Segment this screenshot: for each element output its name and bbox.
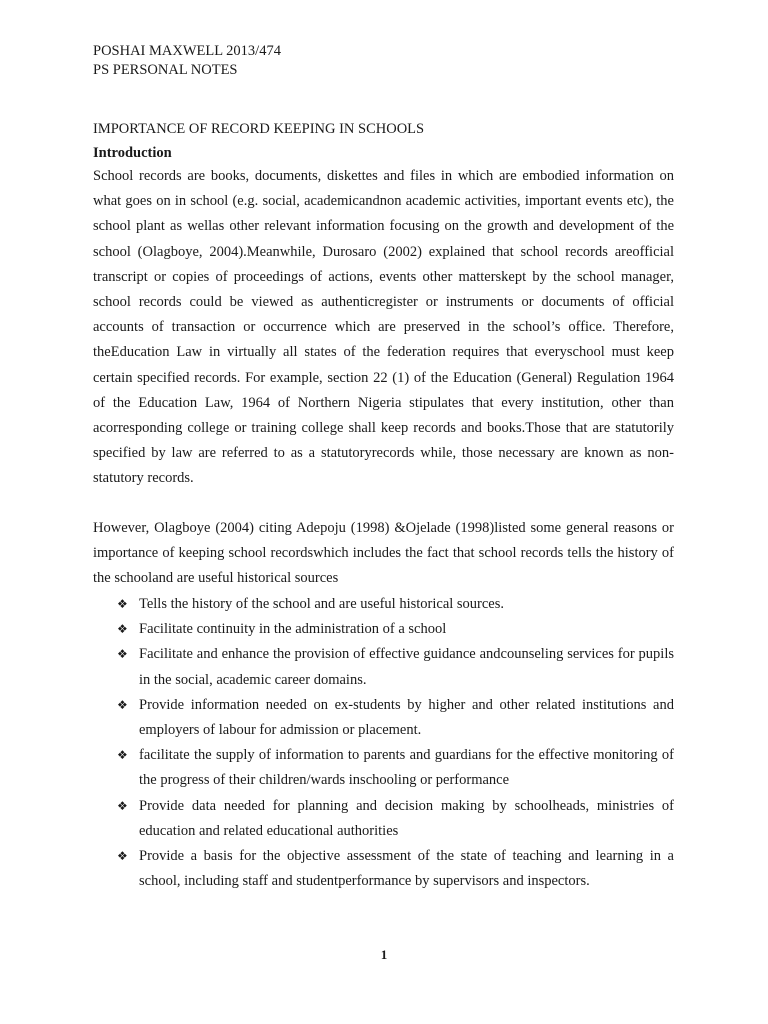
list-item (93, 743, 674, 793)
paragraph-reasons: However, Olagboye (2004) citing Adepoju (1998) &Ojelade (1998)listed some general reasons or importance of keeping school recordswhich includes the fact that school records tells the history of the schooland are useful historical sources (93, 520, 674, 587)
page-header (93, 42, 281, 80)
diamond-bullet-icon: ❖ (117, 647, 128, 662)
list-item (93, 844, 674, 894)
list-item-text: Tells the history of the school and are useful historical sources. (139, 596, 505, 612)
list-item-text: Provide information needed on ex-students by higher and other related institutions and employers of labour for admission or placement. (139, 696, 674, 739)
list-item-text: facilitate the supply of information to parents and guardians for the effective monitoring of the progress of their children/wards inschooling or performance (139, 747, 674, 789)
diamond-bullet-icon: ❖ (117, 622, 128, 637)
author-line: POSHAI MAXWELL 2013/474 (93, 43, 281, 59)
section-heading-introduction: Introduction (93, 145, 172, 161)
list-item-text: Provide a basis for the objective assessment of the state of teaching and learning in a school, including staff and studentperformance by supervisors and inspectors. (139, 848, 674, 890)
notes-line: PS PERSONAL NOTES (93, 62, 238, 78)
list-item (93, 592, 674, 617)
page-number: 1 (380, 947, 388, 962)
diamond-bullet-icon: ❖ (117, 798, 128, 813)
list-item-text: Facilitate and enhance the provision of effective guidance andcounseling services for pupils in the social, academic career domains. (139, 646, 674, 688)
list-item (93, 617, 674, 642)
list-item (93, 794, 674, 844)
diamond-bullet-icon: ❖ (117, 748, 128, 763)
list-item-text: Facilitate continuity in the administration of a school (139, 621, 447, 638)
bullet-list (93, 592, 674, 894)
document-title: IMPORTANCE OF RECORD KEEPING IN SCHOOLS (93, 121, 425, 137)
diamond-bullet-icon: ❖ (117, 597, 128, 611)
list-item (93, 642, 674, 692)
diamond-bullet-icon: ❖ (117, 697, 128, 712)
list-item (93, 693, 674, 743)
paragraph-introduction: School records are books, documents, diskettes and files in which are embodied information on what goes on in school (e.g. social, academicandnon academic activities, important events etc), the school plant as wellas other relevant information focusing on the growth and development of the school (Olagboye, 2004).Meanwhile, Durosaro (2002) explained that school records areofficial transcript or copies of proceedings of actions, events other matterskept by the school manager, school records could be viewed as authenticregister or instruments or documents of official accounts of transaction or occurrence which are preserved in the school’s office. Therefore, theEducation Law in virtually all states of the federation requires that everyschool must keep certain specified records. For example, section 22 (1) of the Education (General) Regulation 1964 of the Education Law, 1964 of Northern Nigeria stipulates that every institution, other than acorresponding college or training college shall keep records and books.Those that are statutorily specified by law are referred to as a statutoryrecords while, those necessary are known as non-statutory records. (93, 168, 674, 487)
diamond-bullet-icon: ❖ (117, 849, 128, 864)
list-item-text: Provide data needed for planning and decision making by schoolheads, ministries of education and related educational authorities (139, 797, 674, 839)
